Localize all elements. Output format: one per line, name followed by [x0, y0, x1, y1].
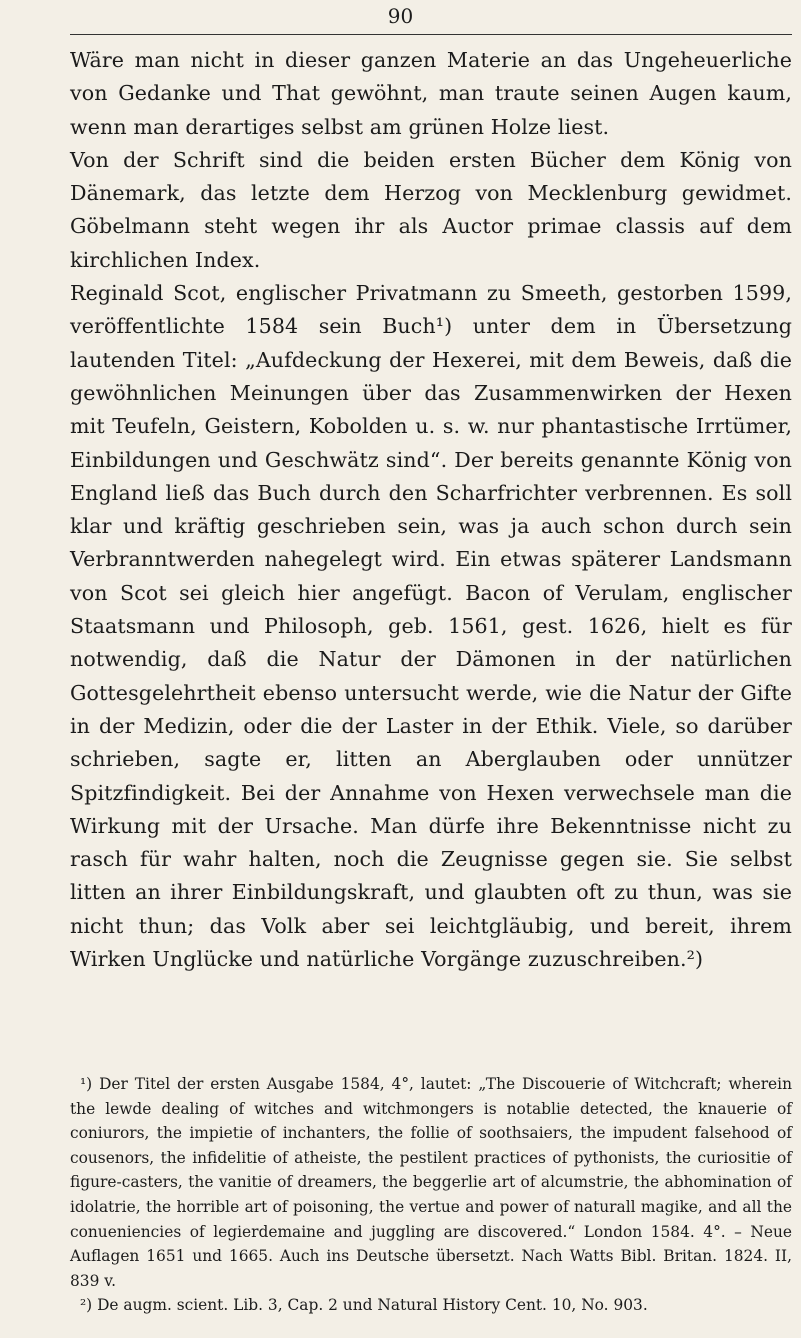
footnotes	[70, 1072, 792, 1318]
footnote-2: ²) De augm. scient. Lib. 3, Cap. 2 und Natural History Cent. 10, No. 903.	[80, 1296, 648, 1315]
paragraph-1: Wäre man nicht in dieser ganzen Materie an das Ungeheuerliche von Gedanke und That gewöhnt, man traute seinen Augen kaum, wenn man derartiges selbst am grünen Holze liest.	[70, 48, 792, 139]
page-number: 90	[387, 4, 414, 28]
footnote-1: ¹) Der Titel der ersten Ausgabe 1584, 4°, lautet: „The Discouerie of Witchcraft; wherein the lewde dealing of witches and witchmongers is notablie detected, the knauerie of coniurors, the impietie of inchanters, the follie of soothsaiers, the impudent falsehood of cousenors, the infidelitie of atheiste, the pestilent practices of pythonists, the curiositie of figure-casters, the vanitie of dreamers, the beggerlie art of alcumstrie, the abhomination of idolatrie, the horrible art of poisoning, the vertue and power of naturall magike, and all the conueniencies of legierdemaine and juggling are discovered.“ London 1584. 4°. – Neue Auflagen 1651 und 1665. Auch ins Deutsche übersetzt. Nach Watts Bibl. Britan. 1824. II, 839 v.	[70, 1075, 792, 1290]
paragraph-3: Reginald Scot, englischer Privatmann zu Smeeth, gestorben 1599, veröffentlichte 1584 sein Buch¹) unter dem in Übersetzung lautenden Titel: „Aufdeckung der Hexerei, mit dem Beweis, daß die gewöhnlichen Meinungen über das Zusammenwirken der Hexen mit Teufeln, Geistern, Kobolden u. s. w. nur phantastische Irrtümer, Einbildungen und Geschwätz sind“. Der bereits genannte König von England ließ das Buch durch den Scharfrichter verbrennen. Es soll klar und kräftig geschrieben sein, was ja auch schon durch sein Verbranntwerden nahegelegt wird. Ein etwas späterer Landsmann von Scot sei gleich hier angefügt. Bacon of Verulam, englischer Staatsmann und Philosoph, geb. 1561, gest. 1626, hielt es für notwendig, daß die Natur der Dämonen in der natürlichen Gottesgelehrtheit ebenso untersucht werde, wie die Natur der Gifte in der Medizin, oder die der Laster in der Ethik. Viele, so darüber schrieben, sagte er, litten an Aberglauben oder unnützer Spitzfindigkeit. Bei der Annahme von Hexen verwechsele man die Wirkung mit der Ursache. Man dürfe ihre Bekenntnisse nicht zu rasch für wahr halten, noch die Zeugnisse gegen sie. Sie selbst litten an ihrer Einbildungskraft, und glaubten oft zu thun, was sie nicht thun; das Volk aber sei leichtgläubig, und bereit, ihrem Wirken Unglücke und natürliche Vorgänge zuzuschreiben.²)	[70, 281, 792, 972]
header-rule	[70, 34, 792, 35]
main-text	[70, 44, 792, 976]
paragraph-2: Von der Schrift sind die beiden ersten Bücher dem König von Dänemark, das letzte dem Herzog von Mecklenburg gewidmet. Göbelmann steht wegen ihr als Auctor primae classis auf dem kirchlichen Index.	[70, 147, 792, 272]
